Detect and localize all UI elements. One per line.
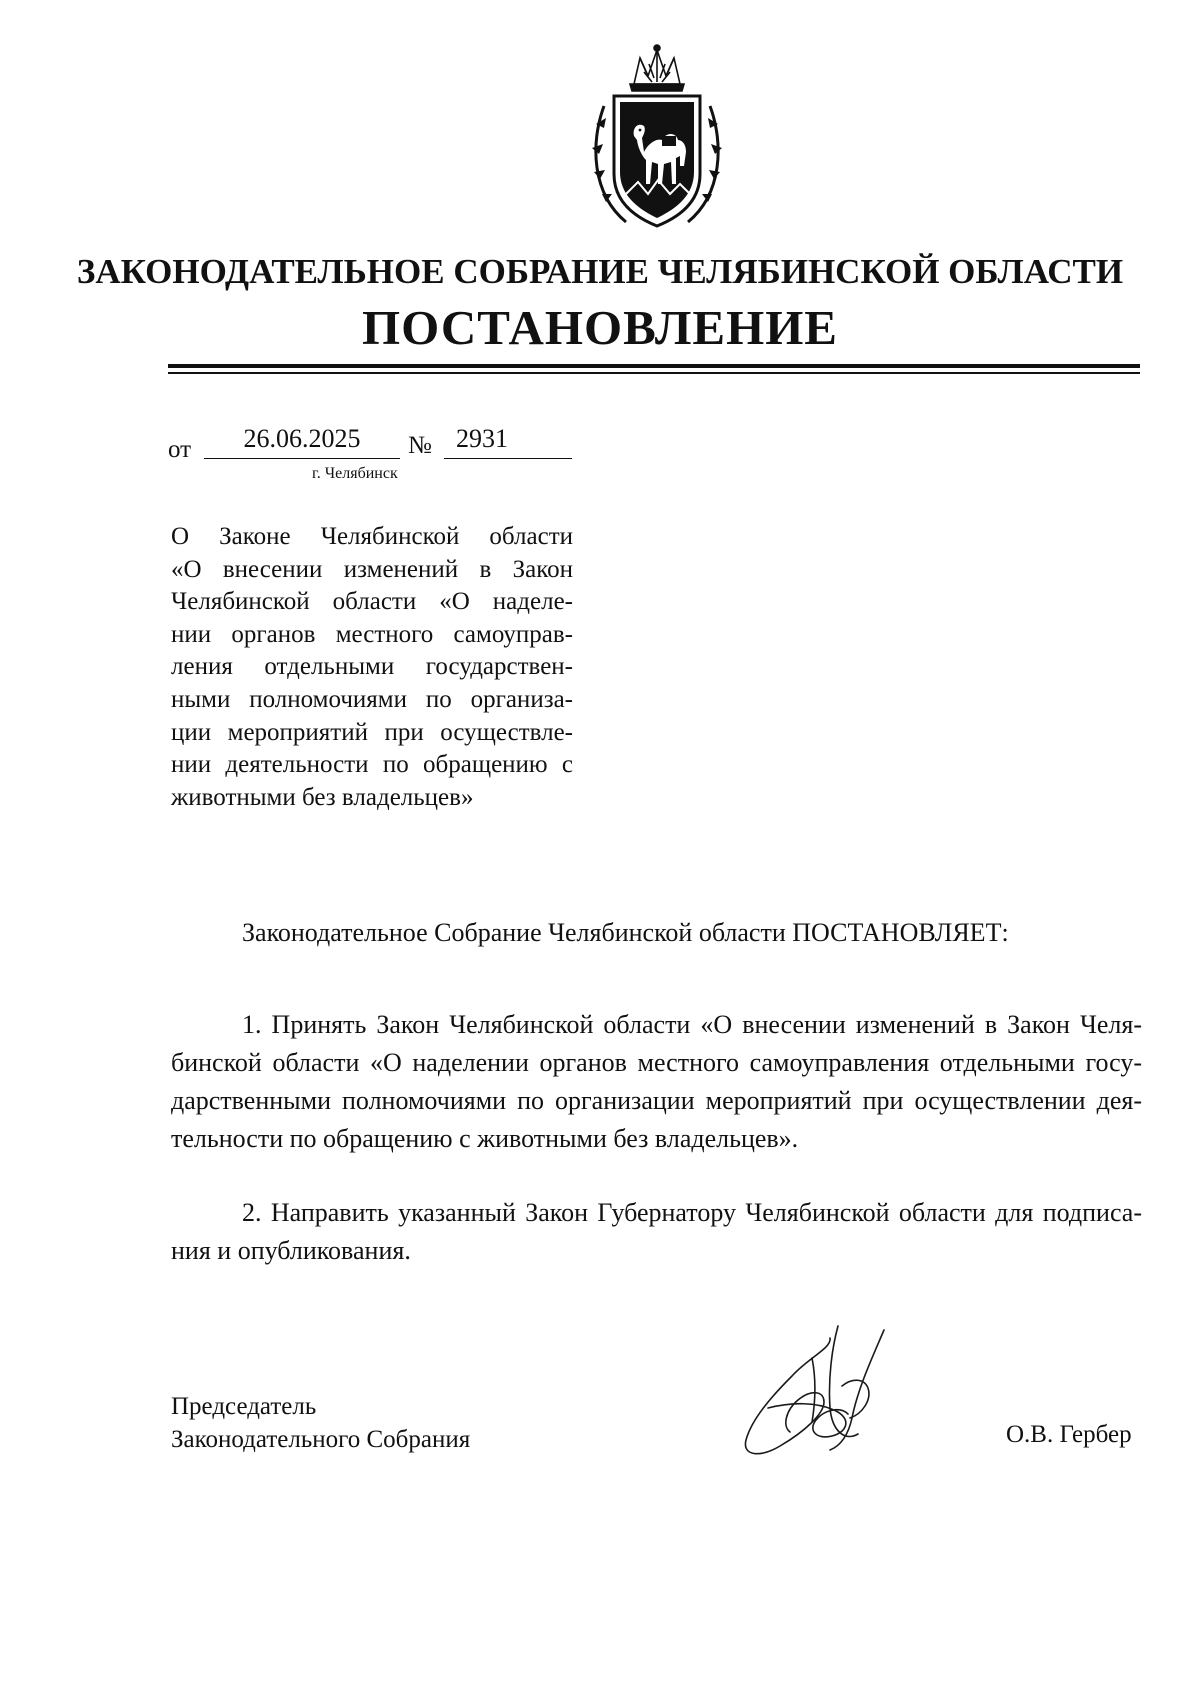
signatory-name: О.В. Гербер [1006, 1421, 1132, 1448]
clause-line: 1. Принять Закон Челябинской области «О внесении изменений в Закон Челя- [242, 1010, 1142, 1039]
coat-of-arms-icon [582, 44, 732, 234]
subject-line: животными без владельцев» [171, 783, 474, 811]
document-type-title: ПОСТАНОВЛЕНИЕ [362, 300, 838, 355]
clause-2 [171, 1194, 1142, 1270]
signatory-role-line: Законодательного Собрания [171, 1426, 471, 1453]
document-subject [171, 521, 573, 814]
clause-line: бинской области «О наделении органов местного самоуправления отдельными госу- [171, 1048, 1142, 1077]
organization-title: ЗАКОНОДАТЕЛЬНОЕ СОБРАНИЕ ЧЕЛЯБИНСКОЙ ОБЛАСТИ [76, 252, 1124, 291]
subject-line: ления отдельными государствен- [171, 653, 573, 681]
date-prefix: от [168, 436, 192, 463]
clause-1 [171, 1006, 1142, 1158]
signatory-role-line: Председатель [171, 1393, 317, 1420]
resolution-preamble: Законодательное Собрание Челябинской области ПОСТАНОВЛЯЕТ: [242, 918, 1009, 947]
number-sign: № [408, 432, 432, 459]
header-divider-thin [168, 372, 1140, 374]
signatory-role [171, 1390, 470, 1456]
subject-line: ции мероприятий при осуществле- [171, 718, 573, 746]
clause-line: ния и опубликования. [171, 1236, 411, 1265]
clause-line: 2. Направить указанный Закон Губернатору Челябинской области для подписа- [242, 1198, 1142, 1227]
handwritten-signature [712, 1318, 952, 1468]
document-city: г. Челябинск [312, 465, 398, 482]
subject-line: нии деятельности по обращению с [171, 751, 573, 779]
document-date: 26.06.2025 [204, 424, 400, 459]
subject-line: нии органов местного самоуправ- [171, 620, 573, 648]
clause-line: тельности по обращению с животными без владельцев». [171, 1124, 799, 1153]
subject-line: О Законе Челябинской области [171, 523, 573, 550]
subject-line: «О внесении изменений в Закон [171, 555, 573, 583]
header-divider-thick [168, 364, 1140, 368]
subject-line: Челябинской области «О наделе- [171, 588, 573, 616]
clause-line: дарственными полномочиями по организации мероприятий при осуществлении дея- [171, 1086, 1142, 1115]
document-number: 2931 [444, 424, 572, 459]
subject-line: ными полномочиями по организа- [171, 685, 573, 713]
